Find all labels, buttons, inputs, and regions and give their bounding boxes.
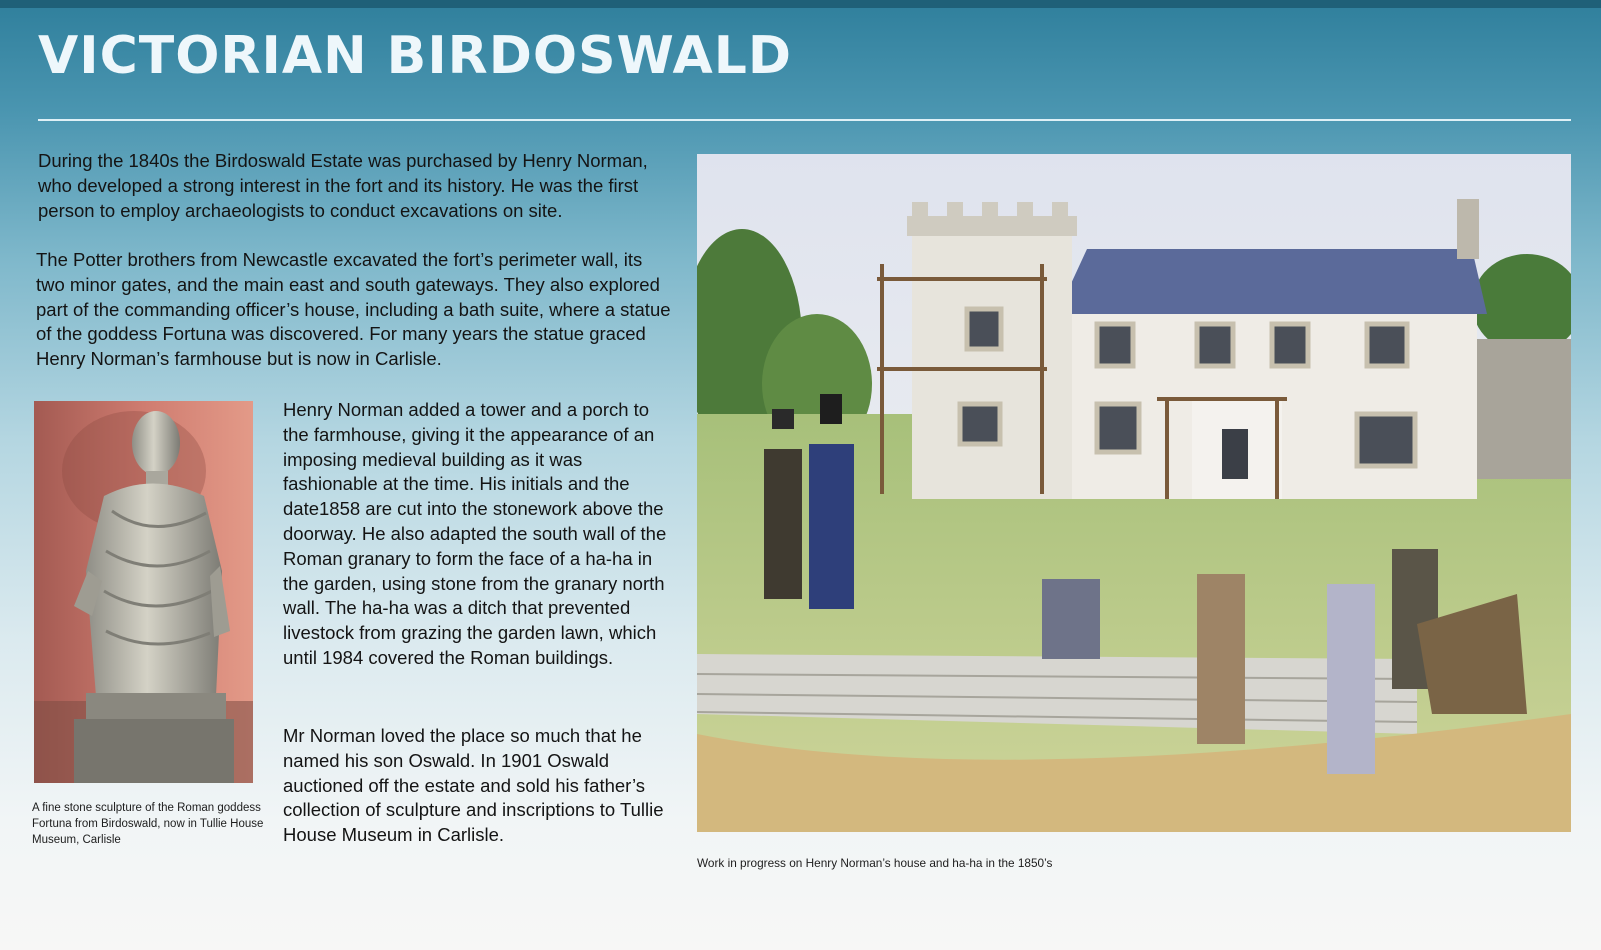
title-divider [38,119,1571,121]
tower-porch-paragraph: Henry Norman added a tower and a porch to the farmhouse, giving it the appearance of an imposing medieval building as it was fashionable at the time. His initials and the date1858 are cut into the stonework above the doorway. He also adapted the south wall of the Roman granary to form the face of a ha-ha in the garden, using stone from the granary north wall. The ha-ha was a ditch that prevented livestock from grazing the garden lawn, which until 1984 covered the Roman buildings. [283,399,667,668]
intro-paragraph: During the 1840s the Birdoswald Estate was purchased by Henry Norman, who developed a strong interest in the fort and its history. He was the first person to employ archaeologists to conduct excavations on site. [38,150,648,221]
illustration-caption: Work in progress on Henry Norman’s house and ha-ha in the 1850’s [697,856,1053,870]
excavation-paragraph: The Potter brothers from Newcastle excavated the fort’s perimeter wall, its two minor gates, and the main east and south gateways. They also explored part of the commanding officer’s house, including a bath suite, where a statue of the goddess Fortuna was discovered. For many years the statue graced Henry Norman’s farmhouse but is now in Carlisle. [36,249,671,370]
victorian-building-illustration [697,154,1571,832]
top-band [0,0,1601,8]
statue-caption: A fine stone sculpture of the Roman goddess Fortuna from Birdoswald, now in Tullie House Museum, Carlisle [32,802,264,846]
page-title: VICTORIAN BIRDOSWALD [38,26,793,86]
oswald-paragraph: Mr Norman loved the place so much that he named his son Oswald. In 1901 Oswald auctioned off the estate and sold his father’s collection of sculpture and inscriptions to Tullie House Museum in Carlisle. [283,725,664,846]
fortuna-statue-photo [34,401,253,783]
